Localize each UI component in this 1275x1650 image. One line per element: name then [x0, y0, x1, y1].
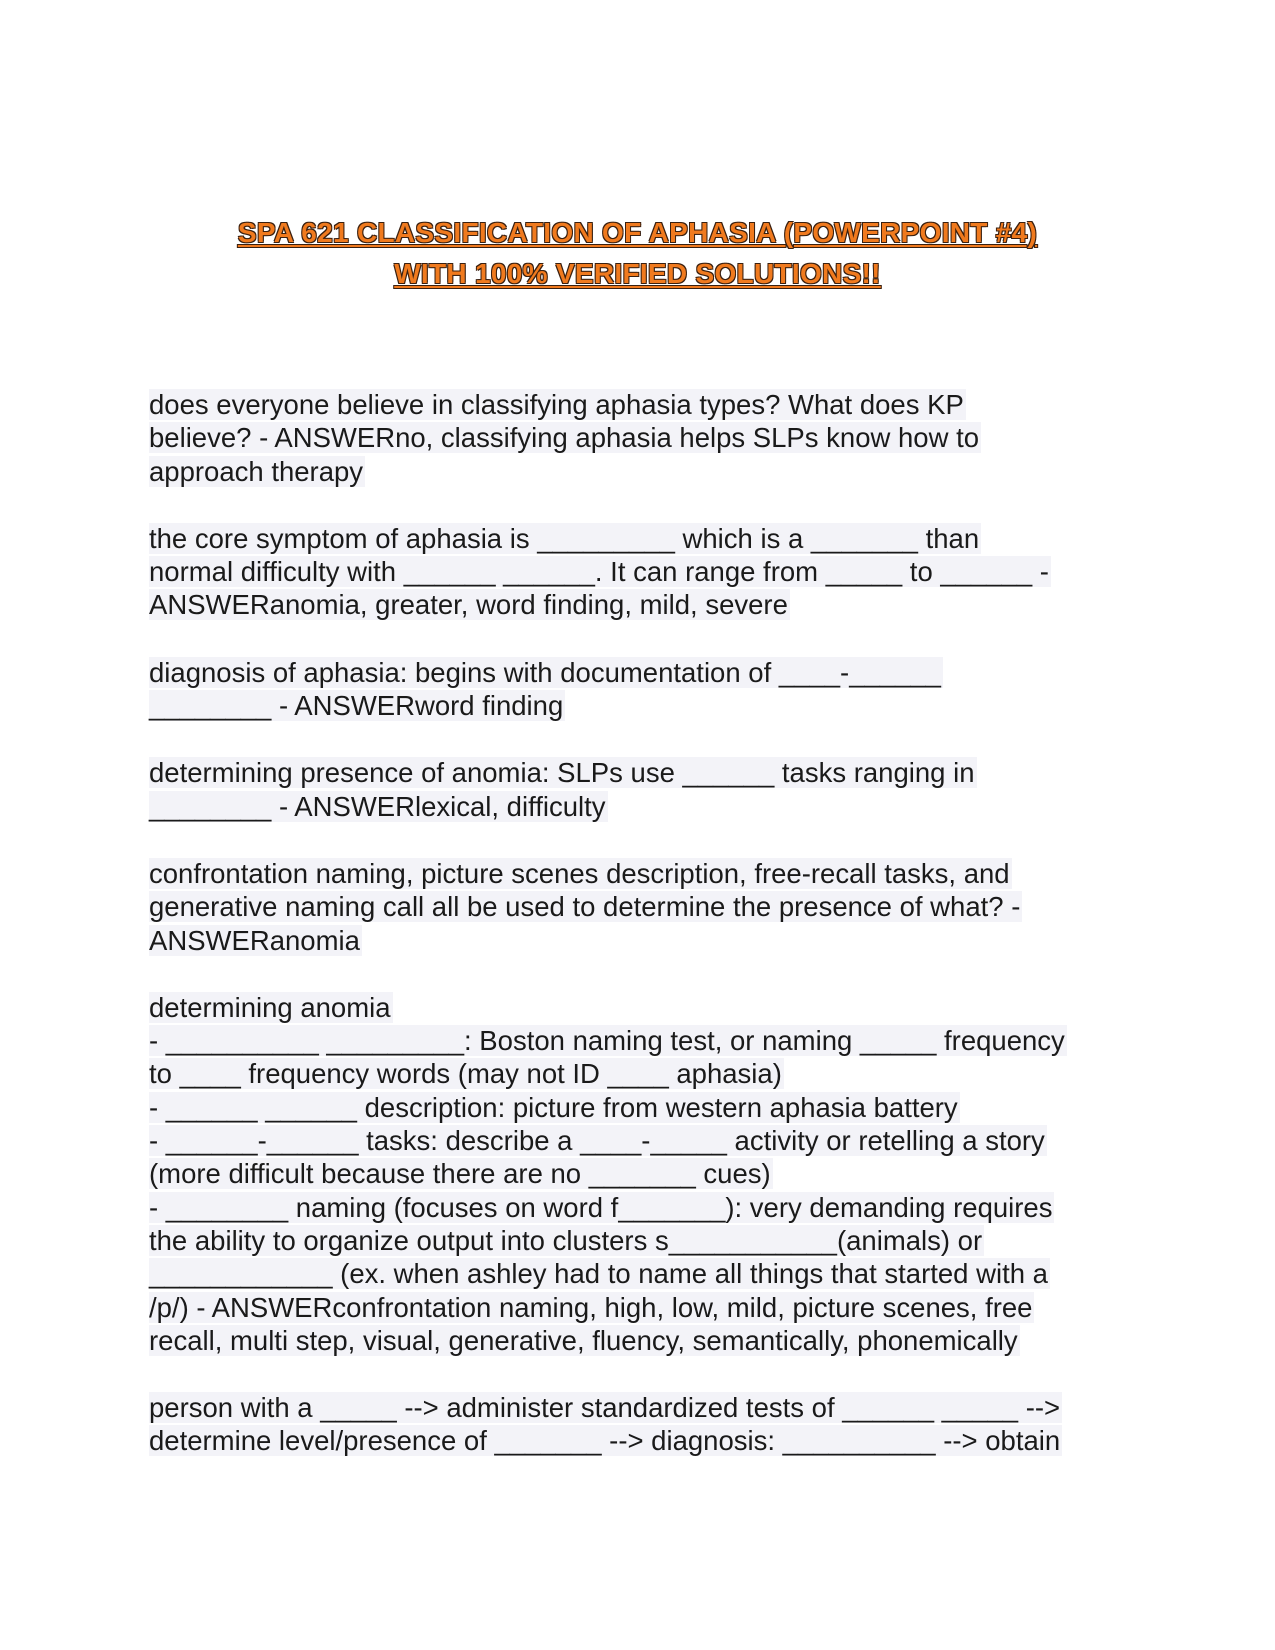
text-line: ________ - ANSWERlexical, difficulty [149, 790, 606, 822]
text-line: diagnosis of aphasia: begins with documentation of ____-______ [149, 656, 941, 688]
text-line: /p/) - ANSWERconfrontation naming, high, low, mild, picture scenes, free [149, 1291, 1033, 1323]
text-line: the ability to organize output into clusters s___________(animals) or [149, 1224, 983, 1256]
text-line: ____________ (ex. when ashley had to name all things that started with a [149, 1258, 1048, 1290]
text-line: (more difficult because there are no _______ cues) [149, 1158, 771, 1190]
qa-item-confrontation [149, 857, 1129, 957]
text-line: recall, multi step, visual, generative, fluency, semantically, phonemically [149, 1324, 1018, 1356]
qa-item-determining-anomia [149, 991, 1129, 1357]
text-line: ANSWERanomia, greater, word finding, mild, severe [149, 589, 788, 621]
text-line: determining anomia [149, 991, 391, 1023]
text-line: - ________ naming (focuses on word f_______): very demanding requires [149, 1191, 1053, 1223]
qa-item-diagnosis [149, 656, 1129, 723]
document-title [100, 212, 1175, 294]
text-line: normal difficulty with ______ ______. It can range from _____ to ______ - [149, 556, 1049, 588]
qa-item-workflow [149, 1391, 1129, 1458]
text-line: - __________ _________: Boston naming test, or naming _____ frequency [149, 1025, 1065, 1057]
text-line: the core symptom of aphasia is _________ which is a _______ than [149, 522, 980, 554]
text-line: - ______ ______ description: picture from western aphasia battery [149, 1091, 958, 1123]
title-line-1: SPA 621 CLASSIFICATION OF APHASIA (POWERPOINT #4) [237, 217, 1038, 248]
title-line-2: WITH 100% VERIFIED SOLUTIONS!! [394, 258, 881, 289]
text-line: confrontation naming, picture scenes description, free-recall tasks, and [149, 857, 1010, 889]
text-line: generative naming call all be used to determine the presence of what? - [149, 891, 1021, 923]
text-line: determining presence of anomia: SLPs use ______ tasks ranging in [149, 757, 975, 789]
text-line: person with a _____ --> administer standardized tests of ______ _____ --> [149, 1392, 1061, 1424]
text-line: believe? - ANSWERno, classifying aphasia helps SLPs know how to [149, 422, 980, 454]
qa-item-presence-anomia [149, 756, 1129, 823]
qa-item-core-symptom [149, 522, 1129, 622]
text-line: ________ - ANSWERword finding [149, 690, 564, 722]
text-line: ANSWERanomia [149, 924, 360, 956]
text-line: to ____ frequency words (may not ID ____ aphasia) [149, 1058, 782, 1090]
text-line: approach therapy [149, 455, 364, 487]
text-line: determine level/presence of _______ --> diagnosis: __________ --> obtain [149, 1425, 1061, 1457]
qa-list [149, 388, 1129, 1492]
qa-item-classifying [149, 388, 1129, 488]
text-line: - ______-______ tasks: describe a ____-_____ activity or retelling a story [149, 1125, 1045, 1157]
text-line: does everyone believe in classifying aphasia types? What does KP [149, 389, 964, 420]
